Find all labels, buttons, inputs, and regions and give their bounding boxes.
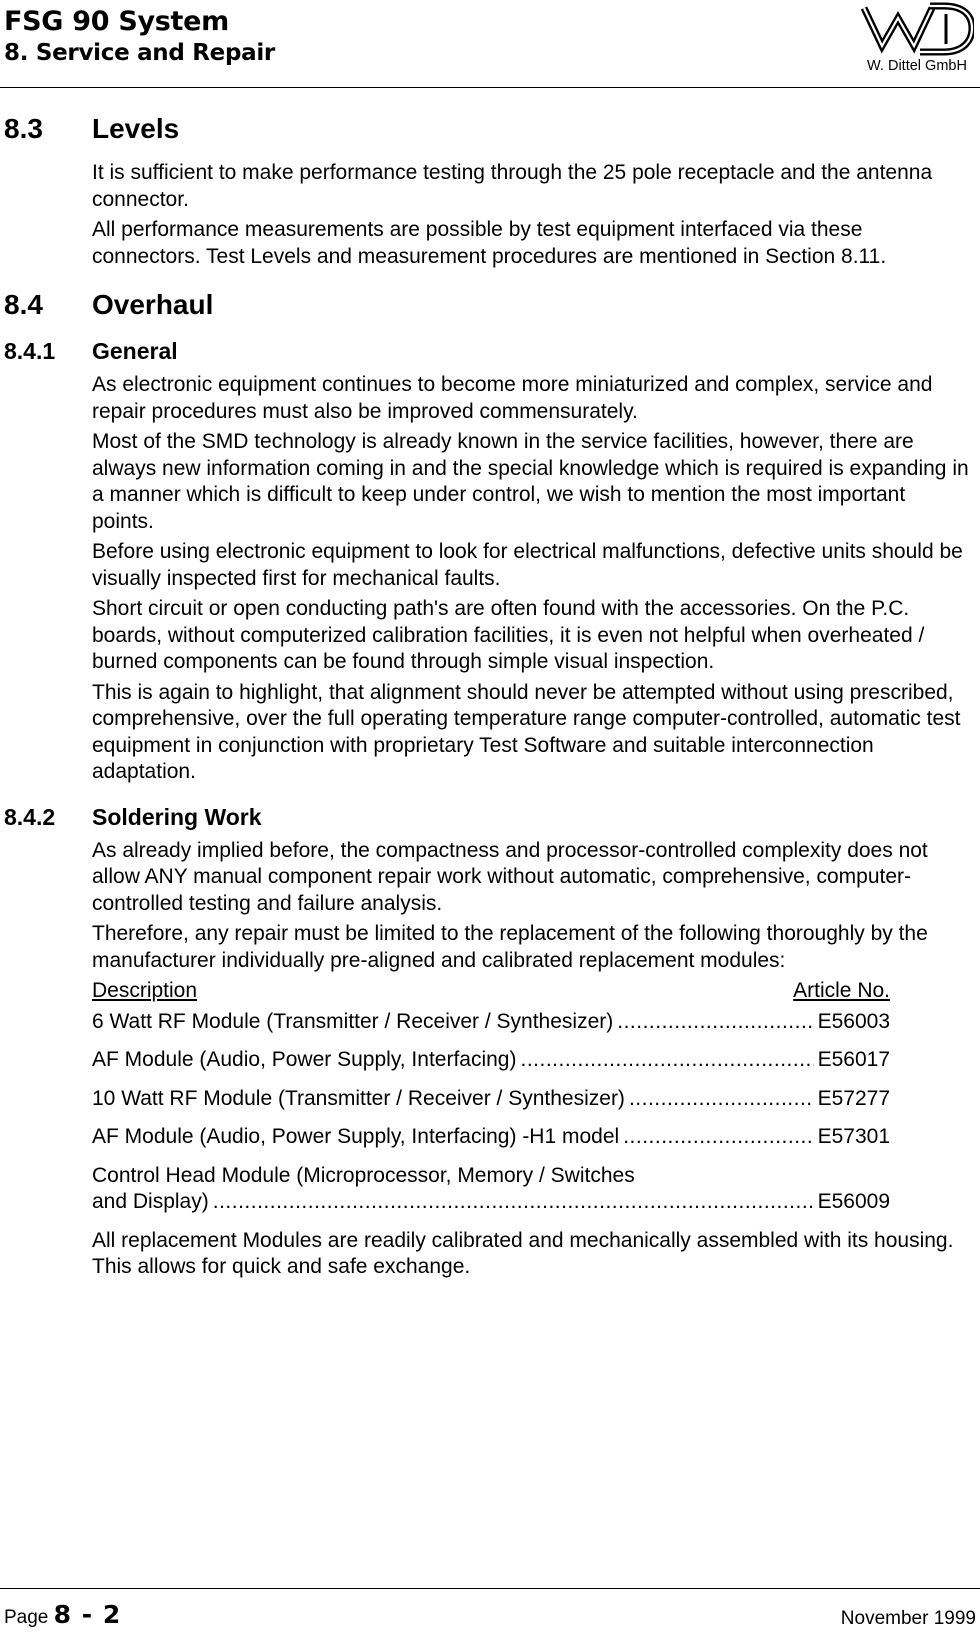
section-heading bbox=[0, 288, 980, 322]
section-heading bbox=[0, 112, 980, 146]
table-row bbox=[92, 1009, 890, 1036]
subsection-number: 8.4.1 bbox=[4, 338, 56, 364]
paragraph: Short circuit or open conducting path's are often found with the accessories. On the P.C. boards, without computerized calibration facilities, it is even not helpful when overheated / burned components can be found through simple visual inspection. bbox=[92, 597, 925, 673]
table-row bbox=[92, 1163, 890, 1216]
table-header bbox=[92, 978, 890, 1005]
article-number: E56009 bbox=[817, 1190, 890, 1213]
page-body bbox=[0, 112, 980, 1285]
wd-logo-icon bbox=[860, 0, 974, 58]
module-description: AF Module (Audio, Power Supply, Interfacing) bbox=[92, 1048, 517, 1071]
table-row bbox=[92, 1047, 890, 1074]
subsection-title: Soldering Work bbox=[92, 803, 262, 830]
paragraph: Therefore, any repair must be limited to the replacement of the following thoroughly by the manufacturer individually pre-aligned and calibrated replacement modules: bbox=[92, 922, 928, 972]
subsection-title: General bbox=[92, 338, 178, 364]
replacement-modules-table bbox=[92, 978, 890, 1216]
article-number: E57301 bbox=[817, 1125, 890, 1148]
column-header-article: Article No. bbox=[793, 979, 890, 1002]
module-description-line2: and Display) bbox=[92, 1190, 209, 1213]
column-header-description: Description bbox=[92, 979, 198, 1002]
dot-leader bbox=[520, 1047, 813, 1074]
dot-leader bbox=[617, 1009, 813, 1036]
module-description: 6 Watt RF Module (Transmitter / Receiver / Synthesizer) bbox=[92, 1009, 614, 1033]
page-label: Page bbox=[4, 1607, 49, 1628]
page-footer-left bbox=[4, 1600, 121, 1629]
paragraph: As already implied before, the compactness and processor-controlled complexity does not allow ANY manual component repair work without automatic, comprehensive, computer-controlled testing and failure analysis. bbox=[92, 838, 928, 915]
article-number: E56017 bbox=[817, 1048, 890, 1071]
paragraph: This is again to highlight, that alignment should never be attempted without using prescribed, comprehensive, over the full operating temperature range computer-controlled, automatic test equipment in conjunction with proprietary Test Software and suitable interconnection adaptation. bbox=[92, 680, 961, 783]
table-row-continuation bbox=[92, 1189, 890, 1216]
subsection-number: 8.4.2 bbox=[4, 803, 56, 830]
paragraph: As electronic equipment continues to become more miniaturized and complex, service and repair procedures must also be improved commensurately. bbox=[92, 373, 933, 423]
article-number: E56003 bbox=[817, 1009, 890, 1033]
dot-leader bbox=[629, 1086, 814, 1113]
module-description-line1: Control Head Module (Microprocessor, Memory / Switches bbox=[92, 1163, 635, 1187]
section-title: Levels bbox=[92, 113, 180, 144]
footer-rule bbox=[0, 1588, 980, 1589]
dot-leader bbox=[213, 1189, 814, 1216]
section-number: 8.4 bbox=[4, 289, 43, 320]
company-name: W. Dittel GmbH bbox=[867, 58, 967, 74]
header-rule bbox=[0, 87, 980, 88]
article-number: E57277 bbox=[817, 1086, 890, 1110]
table-row bbox=[92, 1086, 890, 1113]
section-number: 8.3 bbox=[4, 113, 43, 144]
dot-leader bbox=[623, 1124, 813, 1151]
subsection-heading bbox=[0, 802, 980, 832]
section-title: Overhaul bbox=[92, 289, 214, 320]
module-description: AF Module (Audio, Power Supply, Interfacing) -H1 model bbox=[92, 1125, 620, 1148]
page-header bbox=[0, 0, 980, 88]
module-description: 10 Watt RF Module (Transmitter / Receiver / Synthesizer) bbox=[92, 1086, 625, 1110]
company-logo bbox=[856, 0, 978, 80]
subsection-heading bbox=[0, 336, 980, 366]
paragraph: All performance measurements are possible by test equipment interfaced via these connectors. Test Levels and measurement procedures are mentioned in Section 8.11. bbox=[92, 218, 887, 268]
page-number: 8 - 2 bbox=[53, 1600, 122, 1629]
table-row bbox=[92, 1124, 890, 1151]
paragraph: Most of the SMD technology is already known in the service facilities, however, there are always new information coming in and the special knowledge which is required is expanding in a manner which is difficult to keep under control, we wish to mention the most important points. bbox=[92, 430, 969, 533]
paragraph: Before using electronic equipment to look for electrical malfunctions, defective units should be visually inspected first for mechanical faults. bbox=[92, 540, 963, 590]
paragraph: All replacement Modules are readily calibrated and mechanically assembled with its housing. This allows for quick and safe exchange. bbox=[92, 1228, 954, 1278]
paragraph: It is sufficient to make performance testing through the 25 pole receptacle and the antenna connector. bbox=[92, 161, 933, 211]
footer-date: November 1999 bbox=[840, 1608, 976, 1629]
chapter-title: 8. Service and Repair bbox=[4, 40, 275, 66]
document-title: FSG 90 System bbox=[4, 6, 229, 37]
